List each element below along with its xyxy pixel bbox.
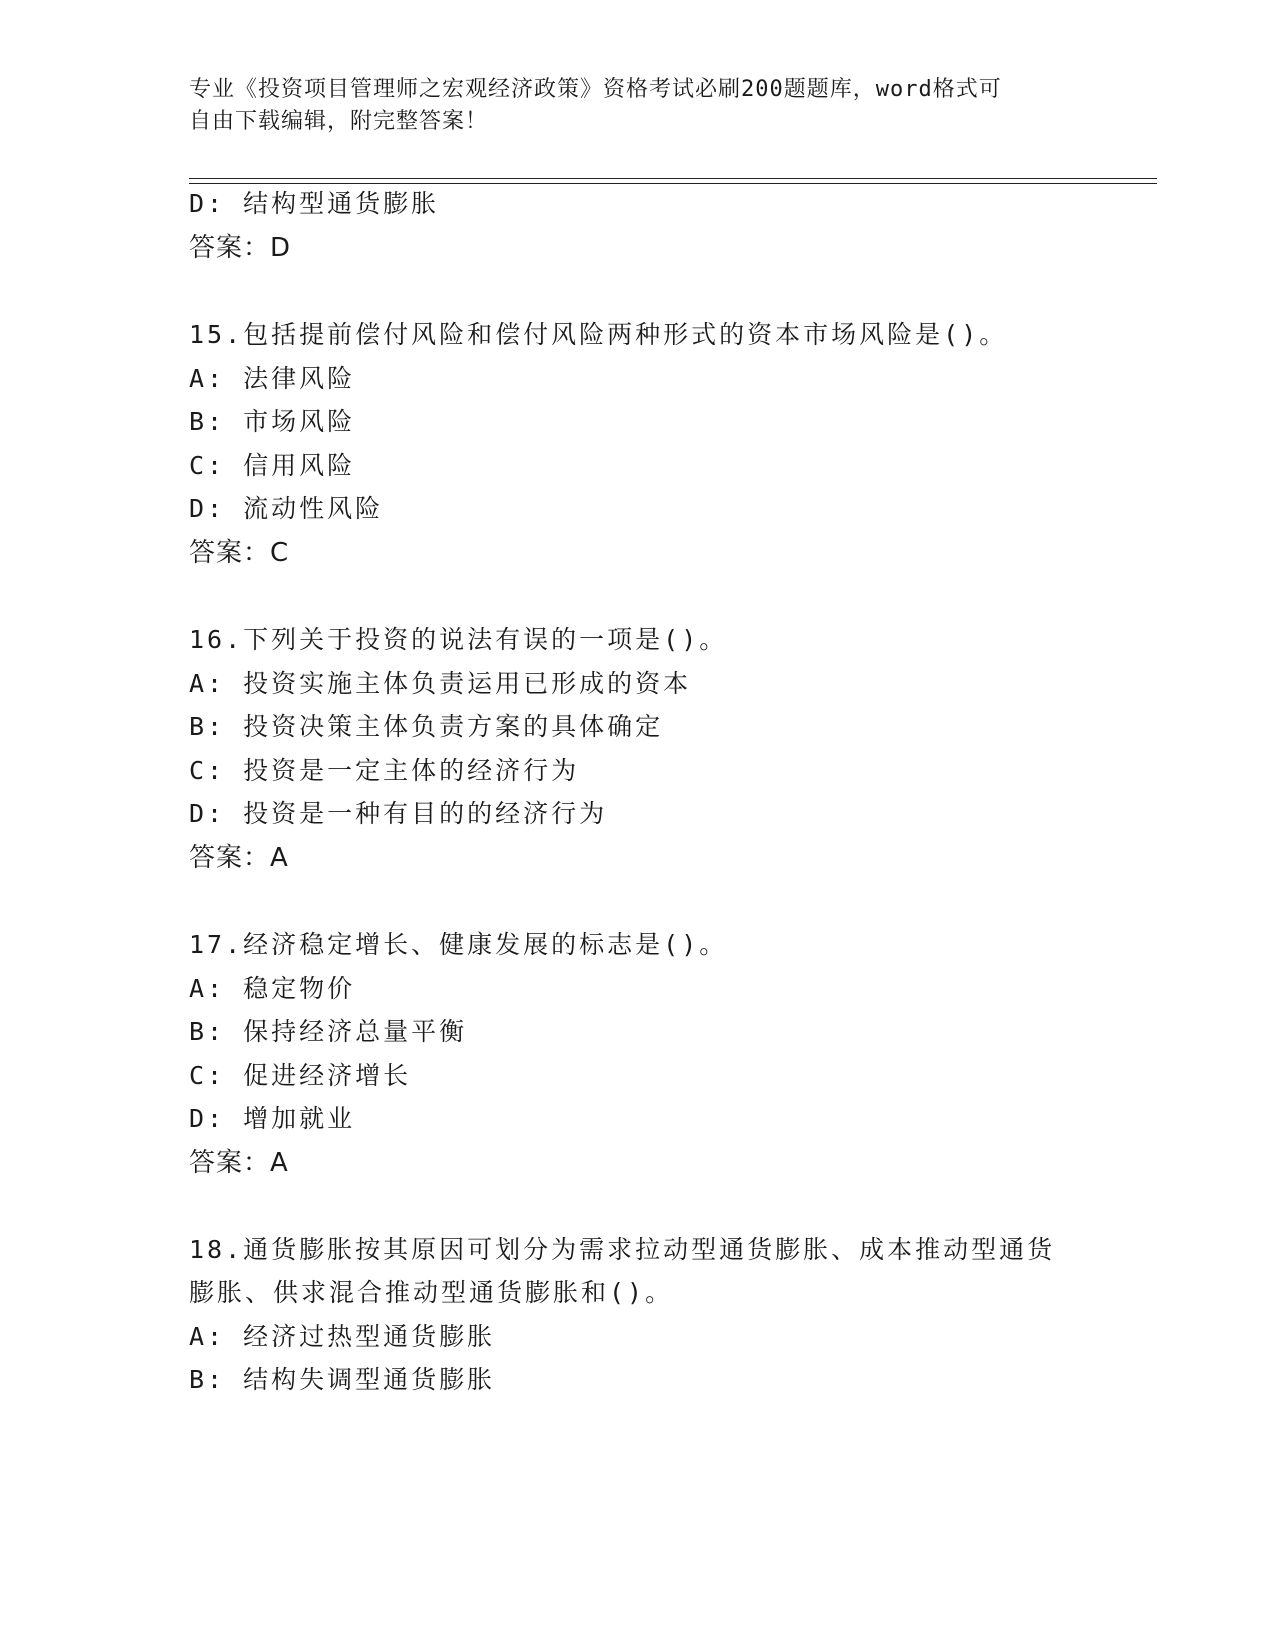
question-16-answer: 答案：A <box>189 843 289 873</box>
header-line-1: 专业《投资项目管理师之宏观经济政策》资格考试必刷200题题库，word格式可 <box>189 77 1002 102</box>
question-16-option-b: B: 投资决策主体负责方案的具体确定 <box>189 712 664 741</box>
question-18-stem-line-1: 18.通货膨胀按其原因可划分为需求拉动型通货膨胀、成本推动型通货 <box>189 1235 1056 1264</box>
question-18-stem-line-2: 膨胀、供求混合推动型通货膨胀和()。 <box>189 1278 674 1307</box>
question-17-option-a: A: 稳定物价 <box>189 974 356 1003</box>
question-15-answer: 答案：C <box>189 538 290 568</box>
question-17-stem: 17.经济稳定增长、健康发展的标志是()。 <box>189 930 728 959</box>
answer-line: 答案：D <box>189 233 292 263</box>
question-15-option-d: D: 流动性风险 <box>189 494 384 523</box>
question-16-stem: 16.下列关于投资的说法有误的一项是()。 <box>189 625 728 654</box>
question-16-option-c: C: 投资是一定主体的经济行为 <box>189 756 580 785</box>
document-header <box>189 74 1089 138</box>
question-17-option-d: D: 增加就业 <box>189 1104 356 1133</box>
question-17-option-b: B: 保持经济总量平衡 <box>189 1017 468 1046</box>
question-16-option-d: D: 投资是一种有目的的经济行为 <box>189 799 608 828</box>
question-15-option-a: A: 法律风险 <box>189 364 356 393</box>
header-line-2: 自由下载编辑，附完整答案！ <box>189 109 489 134</box>
question-15-option-c: C: 信用风险 <box>189 451 356 480</box>
question-15-stem: 15.包括提前偿付风险和偿付风险两种形式的资本市场风险是()。 <box>189 320 1008 349</box>
question-15-option-b: B: 市场风险 <box>189 407 356 436</box>
question-17-option-c: C: 促进经济增长 <box>189 1061 412 1090</box>
header-divider-bottom <box>189 183 1157 184</box>
question-18-option-b: B: 结构失调型通货膨胀 <box>189 1365 496 1394</box>
option-d: D: 结构型通货膨胀 <box>189 189 440 218</box>
question-16-option-a: A: 投资实施主体负责运用已形成的资本 <box>189 669 692 698</box>
header-divider-top <box>189 178 1157 179</box>
question-18-option-a: A: 经济过热型通货膨胀 <box>189 1322 496 1351</box>
question-17-answer: 答案：A <box>189 1148 289 1178</box>
